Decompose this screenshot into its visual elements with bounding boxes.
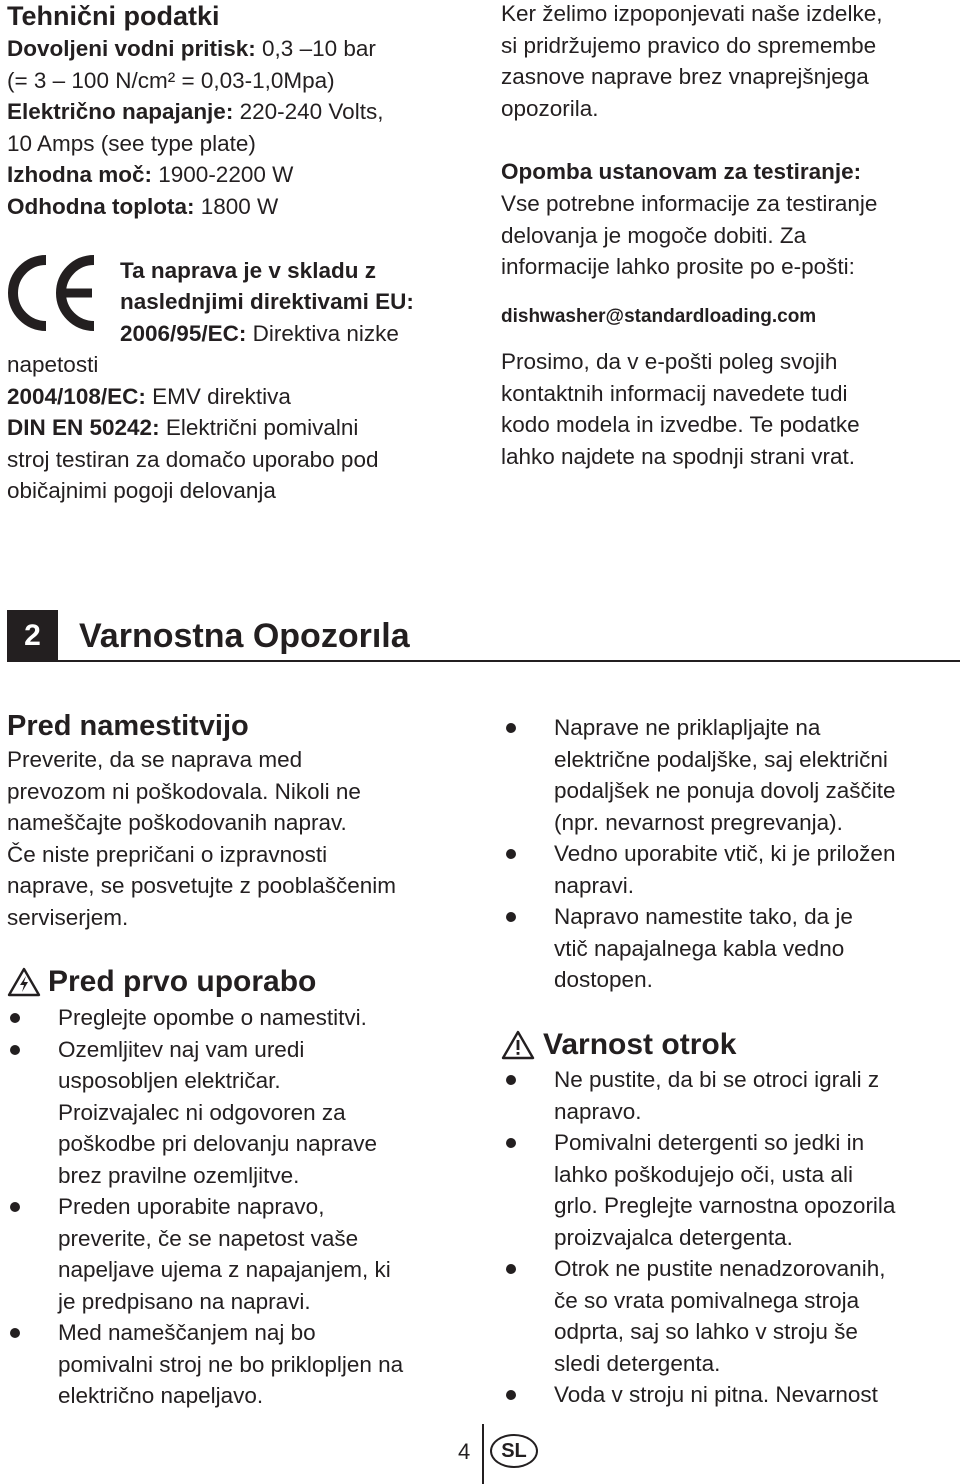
item-line: Preden uporabite napravo, [58, 1194, 325, 1219]
pressure-value-2: (= 3 – 100 N/cm² = 0,03-1,0Mpa) [7, 67, 335, 93]
item-line: Pomivalni detergenti so jedki in [554, 1130, 865, 1155]
language-badge [490, 1434, 538, 1468]
item-line: Otrok ne pustite nenadzorovanih, [554, 1256, 886, 1281]
ce-mark-icon [8, 252, 102, 334]
item-line: grlo. Preglejte varnostna opozorila [554, 1193, 896, 1218]
item-line: Voda v stroju ni pitna. Nevarnost [554, 1382, 878, 1407]
section-number-box [7, 610, 58, 662]
item-line: proizvajalca detergenta. [554, 1224, 793, 1250]
item-line: lahko poškodujejo oči, usta ali [554, 1161, 853, 1187]
item-line: sledi detergenta. [554, 1350, 721, 1376]
directive-3-text-3: običajnimi pogoji delovanja [7, 478, 276, 503]
text-line: nameščajte poškodovanih naprav. [7, 810, 347, 835]
language-code: SL [501, 1440, 527, 1462]
item-line: napravi. [554, 872, 635, 898]
text-line: Preverite, da se naprava med [7, 747, 303, 772]
text-line: serviserjem. [7, 904, 129, 930]
heat-label: Odhodna toplota: [7, 193, 195, 219]
list-item [6, 1191, 403, 1317]
heat-value: 1800 W [200, 193, 279, 219]
directive-3-text: Električni pomivalni [165, 415, 359, 440]
list-item [6, 1317, 403, 1412]
power-value: 220-240 Volts, [239, 99, 384, 124]
list-item [502, 901, 895, 996]
pressure-label: Dovoljeni vodni pritisk: [7, 36, 256, 61]
list-item [502, 1127, 895, 1253]
directive-3-code: DIN EN 50242: [7, 415, 160, 440]
text-line: Če niste prepričani o izpravnosti [7, 841, 328, 867]
item-line: (npr. nevarnost pregrevanja). [554, 809, 843, 835]
item-line: Ne pustite, da bi se otroci igrali z [554, 1067, 880, 1092]
text-line: naprave, se posvetujte z pooblaščenim [7, 873, 396, 898]
testing-note [501, 188, 877, 283]
first-use-title: Pred prvo uporabo [48, 965, 317, 998]
list-item [6, 1002, 403, 1034]
ce-line-1: Ta naprava je v skladu z [120, 258, 376, 283]
notice-line: si pridržujemo pravico do spremembe [501, 32, 877, 58]
installation-list [502, 712, 895, 996]
section-rule [58, 660, 960, 662]
item-line: dostopen. [554, 967, 653, 992]
item-line: Med nameščanjem naj bo [58, 1320, 316, 1345]
child-safety-list [502, 1064, 895, 1411]
notice-line: opozorila. [501, 95, 599, 121]
note-line: Vse potrebne informacije za testiranje [501, 191, 878, 216]
instruction-line: Prosimo, da v e-pošti poleg svojih [501, 349, 838, 374]
warning-icon [501, 1030, 535, 1060]
list-item [502, 1379, 895, 1411]
note-line: delovanja je mogoče dobiti. Za [501, 222, 807, 248]
item-line: električno napeljavo. [58, 1383, 264, 1408]
section-title: Varnostna Opozorıla [79, 617, 410, 655]
page-number: 4 [458, 1439, 471, 1464]
list-item [502, 1064, 895, 1127]
item-line: Vedno uporabite vtič, ki je priložen [554, 841, 896, 866]
output-value: 1900-2200 W [158, 162, 294, 187]
list-item [502, 838, 895, 901]
directive-1 [120, 318, 399, 350]
directive-1-code: 2006/95/EC: [120, 321, 247, 346]
tech-section [7, 0, 383, 222]
item-line: Napravo namestite tako, da je [554, 904, 853, 929]
directive-2 [7, 381, 291, 413]
power-line [7, 96, 383, 128]
pressure-value: 0,3 –10 bar [262, 36, 376, 61]
item-line: električne podaljške, saj električni [554, 746, 888, 772]
item-line: brez pravilne ozemljitve. [58, 1162, 300, 1188]
item-line: pomivalni stroj ne bo priklopljen na [58, 1351, 404, 1377]
item-line: napeljave ujema z napajanjem, ki [58, 1257, 391, 1282]
child-safety-title: Varnost otrok [543, 1028, 737, 1061]
design-change-notice [501, 0, 882, 124]
first-use-list [6, 1002, 403, 1412]
item-line: preverite, če se napetost vaše [58, 1225, 359, 1251]
instruction-line: kontaktnih informacij navedete tudi [501, 380, 848, 406]
list-item [6, 1034, 403, 1192]
item-line: vtič napajalnega kabla vedno [554, 935, 845, 961]
pressure-line [7, 33, 383, 65]
item-line: usposobljen električar. [58, 1068, 281, 1093]
before-install-title: Pred namestitvijo [7, 710, 249, 742]
item-line: če so vrata pomivalnega stroja [554, 1287, 860, 1313]
testing-note-title: Opomba ustanovam za testiranje: [501, 159, 862, 184]
directive-3-text-2: stroj testiran za domačo uporabo pod [7, 447, 379, 472]
email-instructions [501, 346, 860, 472]
directive-3 [7, 412, 358, 444]
notice-line: Ker želimo izpoponjevati naše izdelke, [501, 1, 883, 26]
item-line: Preglejte opombe o namestitvi. [58, 1005, 367, 1030]
text-line: prevozom ni poškodovala. Nikoli ne [7, 778, 361, 804]
section-number: 2 [24, 619, 41, 652]
heat-line [7, 191, 383, 223]
list-item [502, 1253, 895, 1379]
directive-1-text-2: napetosti [7, 352, 99, 377]
power-value-2: 10 Amps (see type plate) [7, 130, 256, 156]
item-line: poškodbe pri delovanju naprave [58, 1131, 377, 1156]
contact-email: dishwasher@standardloading.com [501, 306, 817, 327]
item-line: podaljšek ne ponuja dovolj zaščite [554, 778, 896, 803]
item-line: Ozemljitev naj vam uredi [58, 1036, 305, 1062]
item-line: odprta, saj so lahko v stroju še [554, 1319, 858, 1344]
item-line: je predpisano na napravi. [58, 1288, 311, 1314]
directive-1-text: Direktiva nizke [252, 321, 399, 346]
output-label: Izhodna moč: [7, 162, 152, 187]
child-safety-heading [501, 1028, 736, 1062]
directive-2-text: EMV direktiva [152, 384, 291, 409]
item-line: napravo. [554, 1098, 642, 1124]
footer-divider [482, 1424, 484, 1484]
before-install-text [7, 744, 396, 933]
tech-title: Tehnični podatki [7, 1, 220, 31]
item-line: Proizvajalec ni odgovoren za [58, 1099, 346, 1125]
list-item [502, 712, 895, 838]
note-line: informacije lahko prosite po e-pošti: [501, 254, 855, 279]
ce-line-2: naslednjimi direktivami EU: [120, 289, 414, 314]
output-line [7, 159, 383, 191]
notice-line: zasnove naprave brez vnaprejšnjega [501, 64, 869, 89]
instruction-line: kodo modela in izvedbe. Te podatke [501, 412, 860, 437]
directive-2-code: 2004/108/EC: [7, 384, 146, 409]
electric-warning-icon [7, 967, 41, 997]
item-line: Naprave ne priklapljajte na [554, 715, 821, 740]
first-use-heading [7, 965, 316, 999]
instruction-line: lahko najdete na spodnji strani vrat. [501, 443, 855, 469]
power-label: Električno napajanje: [7, 99, 234, 124]
